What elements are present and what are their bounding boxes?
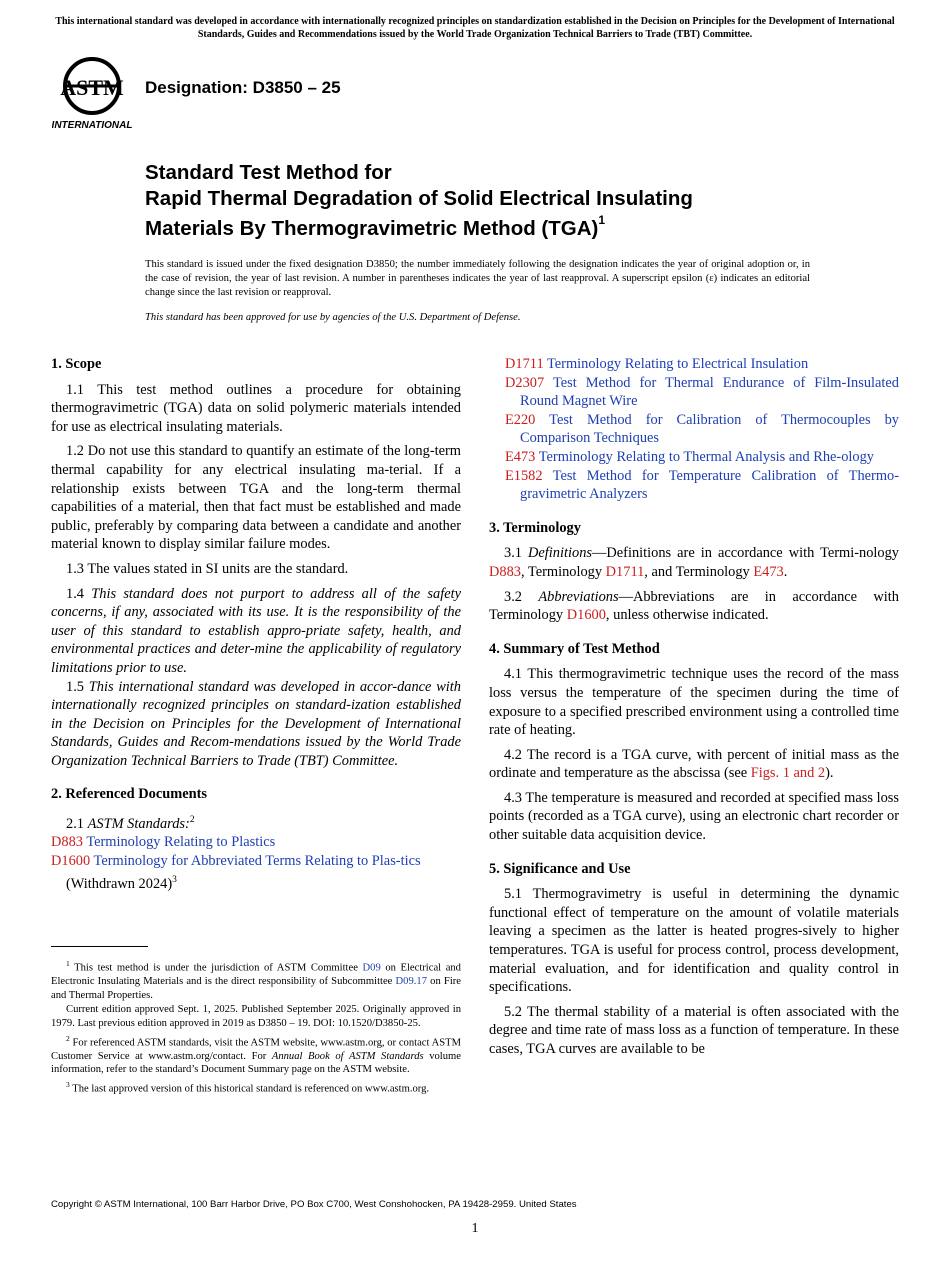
footnote-1-edition: Current edition approved Sept. 1, 2025. Published September 2025. Originally approved in 1979. Last previous edition approved in 2019 as D3850 – 19. DOI: 10.1520/D3850-25.: [51, 1004, 461, 1029]
footnote-1: $^1$ This test method is under the jurisdiction of ASTM Committee D09 on Electrical and Electronic Insulating Materials and is the direct responsibility of Subcommittee D09.17 on Fire and Thermal Properties.: [51, 959, 461, 1001]
logo-international: INTERNATIONAL: [52, 120, 133, 131]
right-column: [489, 355, 899, 1065]
scope-heading: 1. Scope: [51, 356, 102, 372]
link-d1600[interactable]: D1600: [566, 607, 606, 624]
link-figs[interactable]: Figs. 1 and 2: [750, 765, 826, 782]
ref-d1711[interactable]: D1711 Terminology Relating to Electrical Insulation: [505, 356, 809, 372]
logo-text: ASTM: [60, 75, 124, 100]
scope-1-3: 1.3 The values stated in SI units are the standard.: [66, 560, 349, 577]
astm-standards-label: 2.1 ASTM Standards:$^2$: [66, 815, 195, 832]
astm-logo-icon: [52, 56, 136, 132]
footnote-2: $^2$ For referenced ASTM standards, visit the ASTM website, www.astm.org, or contact ASTM Customer Service at www.astm.org/contact. For Annual Book of ASTM Standards volume information, refer to the standard’s Document Summary page on the ASTM website.: [51, 1033, 462, 1076]
copyright: Copyright © ASTM International, 100 Barr Harbor Drive, PO Box C700, West Conshohocken, PA 19428-2959. United States: [51, 1199, 577, 1210]
link-d883[interactable]: D883: [489, 563, 521, 580]
ref-d883[interactable]: D883 Terminology Relating to Plastics: [51, 834, 276, 851]
left-column: [51, 355, 461, 893]
issued-note: This standard is issued under the fixed designation D3850; the number immediately following the designation indicates the year of original adoption or, in the case of revision, the year of last revision. A number in parentheses indicates the year of last reapproval. A superscript epsilon (ε) indicates an editorial change since the last revision or reapproval.: [145, 259, 810, 299]
ref-e1582[interactable]: E1582 Test Method for Temperature Calibration of Thermo-gravimetric Analyzers: [505, 467, 899, 503]
terminology-3-1: 3.1 Definitions—Definitions are in accordance with Termi-nology D883, Terminology D1711, and Terminology E473.: [489, 545, 899, 580]
terminology-3-2: 3.2 Abbreviations—Abbreviations are in accordance with Terminology D1600, unless otherwise indicated.: [489, 588, 899, 624]
designation: Designation: D3850 – 25: [145, 78, 341, 97]
ref-d1600[interactable]: D1600 Terminology for Abbreviated Terms Relating to Plas-tics (Withdrawn 2024)$^3$: [51, 853, 421, 892]
footnote-3: $^3$ The last approved version of this historical standard is referenced on www.astm.org.: [66, 1079, 430, 1095]
header-notice: This international standard was developed in accordance with internationally recognized principles on standardization established in the Decision on Principles for the Development of International Standards, Guides and Recommendations issued by the World Trade Organization Technical Barriers to Trade (TBT) Committee.: [55, 16, 895, 40]
scope-1-5: 1.5 This international standard was developed in accor-dance with internationally recognized principles on standard-ization established in the Decision on Principles for the Development of International Standards, Guides and Recom-mendations issued by the World Trade Organization Technical Barriers to Trade (TBT) Committee.: [51, 678, 461, 769]
summary-heading: 4. Summary of Test Method: [489, 640, 660, 657]
significance-heading: 5. Significance and Use: [489, 860, 631, 877]
footnote-divider: [51, 946, 148, 947]
link-d09[interactable]: D09: [362, 962, 381, 974]
significance-5-1: 5.1 Thermogravimetry is useful in determining the dynamic functional effect of temperature on the amount of volatile materials leaving a specimen as the latter is heated progres-sively to higher temperatures. TGA is useful for process control, process development, material evaluation, and for identification and quality control in specifications.: [489, 886, 899, 996]
title-footnote-mark: 1: [598, 213, 606, 227]
link-e473[interactable]: E473: [753, 563, 784, 580]
astm-logo: [52, 56, 136, 132]
document-title: [145, 160, 845, 241]
scope-1-4: 1.4 This standard does not purport to address all of the safety concerns, if any, associated with its use. It is the responsibility of the user of this standard to establish appro-priate safety, health, and environmental practices and deter-mine the applicability of regulatory limitations prior to use.: [51, 585, 461, 676]
approved-note: This standard has been approved for use by agencies of the U.S. Department of Defense.: [145, 312, 521, 323]
ref-e473[interactable]: E473 Terminology Relating to Thermal Analysis and Rhe-ology: [505, 448, 874, 465]
referenced-heading: 2. Referenced Documents: [51, 786, 207, 803]
link-d1711[interactable]: D1711: [605, 563, 645, 580]
scope-1-2: 1.2 Do not use this standard to quantify an estimate of the long-term thermal capability for any electrical insulating ma-terial. If a relationship exists between TGA and the long-term thermal capabilities of a material, then that fact must be established and made public, preferably by comparing data between a candidate and another material known to display similar failure modes.: [51, 443, 461, 553]
ref-e220[interactable]: E220 Test Method for Calibration of Thermocouples by Comparison Techniques: [505, 411, 899, 447]
title-line-2: Rapid Thermal Degradation of Solid Electrical Insulating: [145, 186, 693, 210]
title-line-1: Standard Test Method for: [145, 161, 392, 184]
title-line-3: Materials By Thermogravimetric Method (TGA)$^1$: [145, 213, 606, 240]
footnotes: [51, 957, 461, 1097]
terminology-heading: 3. Terminology: [489, 519, 581, 536]
scope-1-1: 1.1 This test method outlines a procedure for obtaining thermogravimetric (TGA) data on solid polymeric materials intended for use as electrical insulating materials.: [51, 381, 461, 435]
summary-4-1: 4.1 This thermogravimetric technique uses the record of the mass loss versus the temperature of the specimen during the time of exposure to a specified prescribed environment using a controlled time rate of heating.: [489, 666, 899, 739]
link-d09-17[interactable]: D09.17: [395, 976, 428, 988]
significance-5-2: 5.2 The thermal stability of a material is often associated with the degree and time rate of mass loss as a function of temperature. In these cases, TGA curves are available to be: [489, 1003, 899, 1057]
page-number: 1: [471, 1221, 479, 1236]
ref-d2307[interactable]: D2307 Test Method for Thermal Endurance of Film-Insulated Round Magnet Wire: [505, 374, 899, 410]
summary-4-2: 4.2 The record is a TGA curve, with percent of initial mass as the ordinate and temperature as the abscissa (see Figs. 1 and 2).: [489, 746, 899, 782]
summary-4-3: 4.3 The temperature is measured and recorded at specified mass loss points (recorded as a TGA curve), using an electronic chart recorder or other suitable data acquisition device.: [489, 789, 899, 844]
